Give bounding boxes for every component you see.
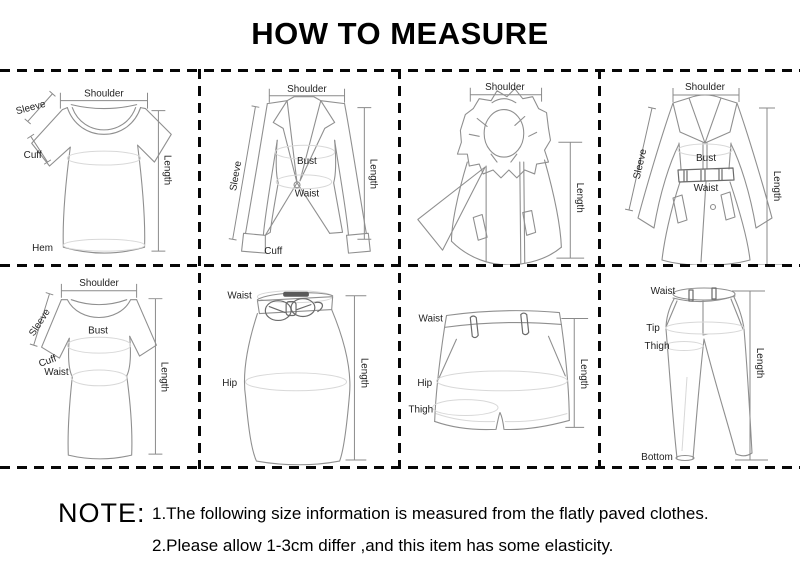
skirt-diagram — [200, 265, 398, 468]
dress-length-label: Length — [158, 361, 170, 393]
blazer-outline — [242, 97, 371, 253]
tshirt-hem-guide — [63, 239, 144, 251]
skirt-hip-guide — [246, 373, 347, 391]
pants-waist-label: Waist — [650, 286, 676, 297]
shorts-pockets — [439, 336, 566, 379]
dress-bust-guide — [67, 337, 130, 353]
pants-outline — [665, 288, 752, 461]
pants-left-hem — [676, 456, 694, 461]
pants-inseams — [693, 339, 736, 459]
fur-hood-ring — [457, 89, 550, 178]
dress-bust-label: Bust — [88, 325, 108, 337]
tshirt-length-label: Length — [161, 154, 173, 186]
fur-texture-strokes — [469, 117, 536, 163]
pants-crease — [682, 377, 687, 451]
tshirt-shoulder-label: Shoulder — [84, 88, 124, 100]
dress-outline — [42, 300, 157, 459]
blazer-lapels — [273, 101, 334, 183]
tshirt-sleeve-label: Sleeve — [14, 98, 47, 118]
note-line-2: 2.Please allow 1-3cm differ ,and this item has some elasticity. — [152, 536, 614, 555]
shorts-thigh-label: Thigh — [408, 404, 434, 416]
tshirt-cuff-label: Cuff — [23, 150, 42, 162]
trench-shoulder-label: Shoulder — [684, 82, 726, 93]
dress-neckline — [61, 300, 136, 318]
dress-waist-label: Waist — [44, 366, 69, 378]
shorts-hip-label: Hip — [417, 377, 433, 389]
pants-bottom-label: Bottom — [641, 452, 673, 463]
tshirt-hem-label: Hem — [32, 243, 53, 255]
tshirt-outline — [32, 105, 172, 254]
coat-hem — [451, 241, 561, 265]
dress-right-sleeve — [130, 300, 157, 356]
blazer-shoulder-label: Shoulder — [287, 83, 327, 95]
shorts-outline — [433, 311, 570, 430]
pants-thigh-guide — [665, 342, 703, 351]
trench-sleeves — [638, 103, 772, 228]
trench-waist-label: Waist — [693, 183, 719, 194]
trench-coat-diagram — [600, 70, 800, 265]
pants-outer-edges — [666, 297, 752, 458]
blazer-waist-guide — [276, 175, 331, 189]
tshirt-diagram — [0, 70, 198, 265]
skirt-length-label: Length — [358, 357, 370, 389]
shorts-diagram — [400, 265, 598, 468]
shorts-waistband — [445, 311, 562, 328]
trench-button — [711, 205, 716, 210]
pants-tip-guide — [666, 322, 744, 334]
hooded-coat-length-label: Length — [574, 182, 586, 213]
blazer-length-label: Length — [367, 158, 379, 190]
skirt-outline — [244, 291, 349, 465]
skirt-waistband-detail — [283, 292, 309, 297]
shorts-thigh-guide — [433, 400, 498, 416]
trench-collar — [673, 95, 737, 143]
pants-diagram — [600, 265, 800, 468]
dashed-divider-col2 — [398, 69, 401, 469]
hooded-coat-outline — [418, 89, 562, 265]
dress-diagram — [0, 265, 198, 468]
hood-tip — [492, 99, 516, 103]
dress-shoulder-label: Shoulder — [79, 277, 119, 289]
pants-thigh-label: Thigh — [644, 341, 670, 352]
blazer-waist-label: Waist — [294, 188, 320, 200]
hooded-coat-measure-lines — [470, 88, 584, 258]
trench-sleeve-label: Sleeve — [631, 147, 650, 181]
dress-sleeve-label: Sleeve — [27, 307, 53, 339]
coat-pockets — [473, 211, 535, 241]
hooded-coat-diagram — [400, 70, 598, 265]
blazer-cuff-label: Cuff — [264, 246, 283, 258]
tshirt-chest-guide — [67, 151, 140, 165]
dress-cuff-label: Cuff — [37, 353, 58, 370]
dashed-divider-col3 — [598, 69, 601, 469]
skirt-hip-label: Hip — [222, 377, 238, 389]
shorts-length-label: Length — [578, 358, 590, 390]
skirt-body — [244, 310, 349, 465]
blazer-collar — [267, 97, 344, 104]
shorts-waist-label: Waist — [418, 313, 443, 325]
tshirt-neckline — [67, 105, 140, 135]
pants-pockets — [666, 299, 743, 329]
blazer-left-sleeve — [242, 104, 278, 253]
skirt-waistband — [257, 297, 332, 314]
trench-length-label: Length — [771, 170, 782, 202]
blazer-diagram — [200, 70, 398, 265]
pants-fly — [703, 301, 708, 335]
note-line-1: 1.The following size information is measured from the flatly paved clothes. — [152, 504, 709, 523]
coat-front-panels — [486, 162, 525, 263]
blazer-right-sleeve — [335, 104, 371, 253]
note-heading: NOTE: — [58, 498, 146, 528]
tshirt-body — [63, 145, 145, 253]
pants-tip-label: Tip — [646, 323, 660, 334]
trench-outline — [638, 95, 772, 265]
hood-face-opening — [484, 110, 524, 158]
hooded-coat-shoulder-label: Shoulder — [485, 81, 525, 93]
dashed-divider-col1 — [198, 69, 201, 469]
blazer-sleeve-label: Sleeve — [228, 160, 245, 192]
pants-belt-loops — [689, 288, 716, 301]
shorts-belt-loops — [470, 313, 528, 338]
page-title: HOW TO MEASURE — [251, 16, 549, 51]
dress-body — [68, 336, 132, 459]
shorts-hip-guide — [437, 371, 568, 391]
pants-length-label: Length — [754, 347, 765, 379]
trench-measure-lines — [625, 88, 782, 265]
dress-waist-guide — [71, 370, 126, 386]
trench-belt — [678, 168, 734, 182]
blazer-bust-label: Bust — [297, 156, 317, 168]
skirt-waist-label: Waist — [227, 290, 252, 302]
trench-bust-label: Bust — [695, 153, 717, 164]
